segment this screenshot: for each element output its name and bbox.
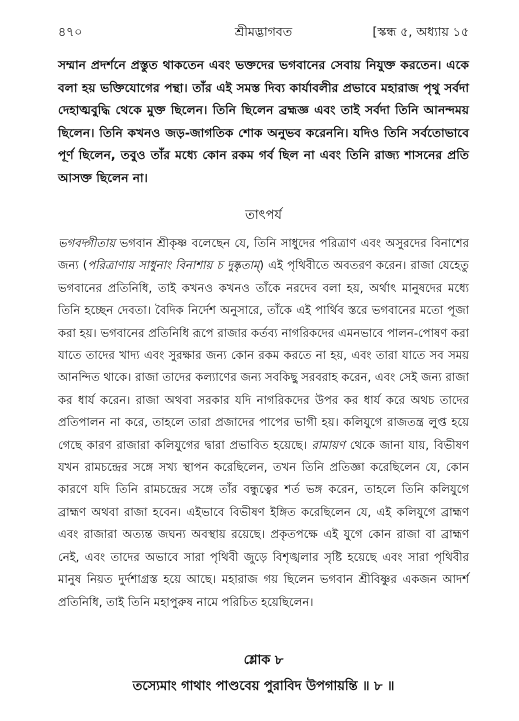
book-reference-gita: ভগবদ্গীতায় [58, 236, 116, 250]
verse-heading: শ্লোক ৮ [243, 653, 284, 668]
running-header [58, 22, 469, 42]
translation-paragraph: সম্মান প্রদর্শনে প্রস্তুত থাকতেন এবং ভক্তদের ভগবানের সেবায় নিযুক্ত করতেন। একে বলা হয় ভক্তিযোগের পন্থা। তাঁর এই সমস্ত দিব্য কার্যাবলীর প্রভাবে মহারাজ পৃথু সর্বদা দেহাত্মবুদ্ধি থেকে মুক্ত ছিলেন। তিনি ছিলেন ব্রহ্মজ্ঞ এবং তাই সর্বদা তিনি আনন্দময় ছিলেন। তিনি কখনও জড়-জাগতিক শোক অনুভব করেননি। যদিও তিনি সর্বতোভাবে পূর্ণ ছিলেন, তবুও তাঁর মধ্যে কোন রকম গর্ব ছিল না এবং তিনি রাজ্য শাসনের প্রতি আসক্ত ছিলেন না। [58, 58, 469, 185]
sanskrit-quote: পরিত্রাণায় সাধুনাং বিনাশায় চ দুষ্কৃতাম্ [87, 258, 260, 273]
purport-text-2: ) এই পৃথিবীতে অবতরণ করেন। রাজা যেহেতু ভগবানের প্রতিনিধি, তাই কখনও কখনও তাঁকে নরদেব বলা হয়, অর্থাৎ মানুষদের মধ্যে তিনি হচ্ছেন দেবতা। বৈদিক নির্দেশ অনুসারে, তাঁকে এই পার্থিব স্তরে ভগবানের মতো পূজা করা হয়। ভগবানের প্রতিনিধি রূপে রাজার কর্তব্য নাগরিকদের এমনভাবে পালন-পোষণ করা যাতে তাদের খাদ্য এবং সুরক্ষার জন্য কোন রকম করতে না হয়, এবং তারা যাতে সব সময় আনন্দিত থাকে। রাজা তাদের কল্যাণের জন্য সবকিছু সরবরাহ করেন, এবং সেই জন্য রাজা কর ধার্য করেন। রাজা অথবা সরকার যদি নাগরিকদের উপর কর ধার্য করে অথচ তাদের প্রতিপালন না করে, তাহলে তারা প্রজাদের পাপের ভাগী হয়। কলিযুগে রাজতন্ত্র লুপ্ত হয়ে গেছে কারণ রাজারা কলিযুগের দ্বারা প্রভাবিত হয়েছে। [58, 258, 469, 452]
verse-text: তস্যেমাং গাথাং পাণ্ডবেয় পুরাবিদ উপগায়ন্তি ॥ ৮ ॥ [132, 679, 395, 694]
book-title: শ্রীমদ্ভাগবত [234, 24, 293, 39]
chapter-reference: [স্কন্ধ ৫, অধ্যায় ১৫ [372, 24, 469, 39]
purport-text-1: ভগবান শ্রীকৃষ্ণ বলেছেন যে, তিনি সাধুদের পরিত্রাণ এবং অসুরদের বিনাশের জন্য ( [58, 236, 469, 273]
purport-heading: তাৎপর্য [245, 208, 282, 223]
book-reference-ramayana: রামায়ণ [311, 437, 346, 452]
purport-paragraph [58, 232, 469, 613]
purport-text-3: থেকে জানা যায়, বিভীষণ যখন রামচন্দ্রের সঙ্গে সখ্য স্থাপন করেছিলেন, তখন তিনি প্রতিজ্ঞা করেছিলেন যে, কোন কারণে যদি তিনি রামচন্দ্রের সঙ্গে তাঁর বন্ধুত্বের শর্ত ভঙ্গ করেন, তাহলে তিনি কলিযুগে ব্রাহ্মণ অথবা রাজা হবেন। এইভাবে বিভীষণ ইঙ্গিত করেছিলেন যে, এই কলিযুগে ব্রাহ্মণ এবং রাজারা অত্যন্ত জঘন্য অবস্থায় রয়েছে। প্রকৃতপক্ষে এই যুগে কোন রাজা বা ব্রাহ্মণ নেই, এবং তাদের অভাবে সারা পৃথিবী জুড়ে বিশৃঙ্খলার সৃষ্টি হয়েছে এবং সারা পৃথিবীর মানুষ নিয়ত দুর্দশাগ্রস্ত হয়ে আছে। মহারাজ গয় ছিলেন ভগবান শ্রীবিষ্ণুর একজন আদর্শ প্রতিনিধি, তাই তিনি মহাপুরুষ নামে পরিচিত হয়েছিলেন। [58, 437, 469, 609]
page-number: ৪৭০ [58, 24, 83, 39]
